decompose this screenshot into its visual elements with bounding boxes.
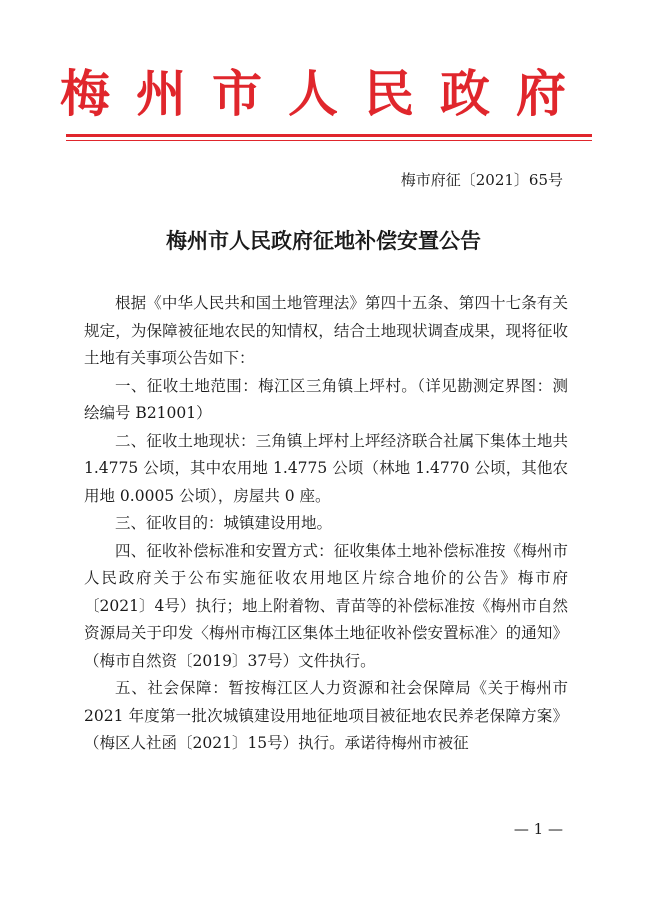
document-title: 梅州市人民政府征地补偿安置公告	[166, 229, 481, 253]
body-paragraph-compensation: 四、征收补偿标准和安置方式：征收集体土地补偿标准按《梅州市人民政府关于公布实施征收农用地区片综合地价的公告》梅市府〔2021〕4号）执行；地上附着物、青苗等的补偿标准按《梅州市自然资源局关于印发〈梅州市梅江区集体土地征收补偿安置标准〉的通知》（梅市自然资〔2019〕37号）文件执行。	[84, 541, 568, 670]
body-paragraph-social-security: 五、社会保障：暂按梅江区人力资源和社会保障局《关于梅州市 2021 年度第一批次城镇建设用地征地项目被征地农民养老保障方案》（梅区人社函〔2021〕15号）执行。承诺待梅州市被征	[84, 679, 568, 752]
body-paragraph-purpose: 三、征收目的：城镇建设用地。	[115, 514, 333, 532]
body-paragraph-status: 二、征收土地现状：三角镇上坪村上坪经济联合社属下集体土地共 1.4775 公顷，其中农用地 1.4775 公顷（林地 1.4770 公顷，其他农用地 0.0005 公顷），房屋共 0 座。	[84, 431, 568, 505]
masthead-red-rule-thick	[66, 134, 592, 137]
issuer-masthead: 梅州市人民政府	[60, 65, 592, 123]
document-body	[84, 290, 568, 758]
masthead-red-rule-thin	[66, 140, 592, 141]
body-paragraph-intro: 根据《中华人民共和国土地管理法》第四十五条、第四十七条有关规定，为保障被征地农民的知情权，结合土地现状调查成果，现将征收土地有关事项公告如下：	[84, 294, 568, 367]
page-number: — 1 —	[513, 820, 563, 838]
document-number: 梅市府征〔2021〕65号	[400, 171, 563, 189]
body-paragraph-scope: 一、征收土地范围：梅江区三角镇上坪村。（详见勘测定界图：测绘编号 B21001）	[84, 376, 568, 422]
